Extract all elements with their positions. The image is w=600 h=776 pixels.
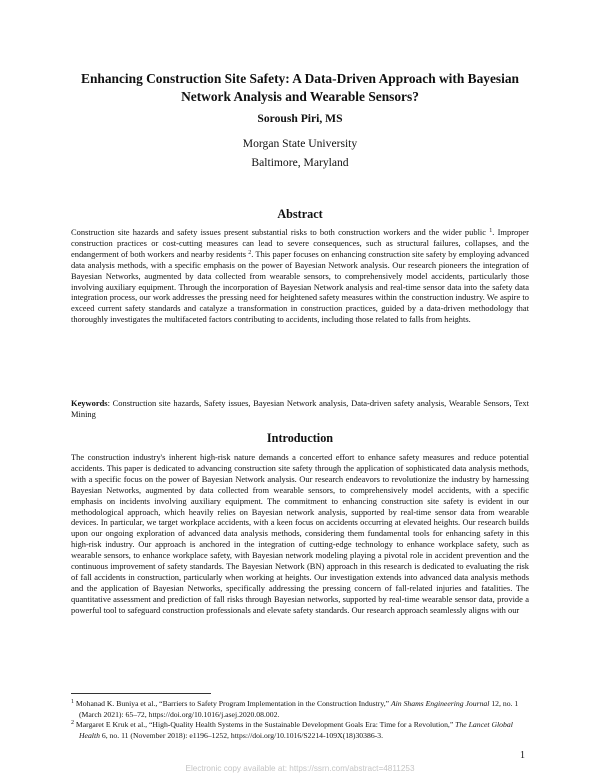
- abstract-text: [71, 227, 529, 325]
- footnotes: [71, 699, 531, 741]
- paper-title: Enhancing Construction Site Safety: A Data-Driven Approach with Bayesian Network Analysis and Wearable Sensors?: [81, 71, 519, 104]
- keywords-label: Keywords: [71, 398, 108, 408]
- author-name: Soroush Piri, MS: [257, 112, 343, 125]
- footnote-divider: [71, 693, 211, 694]
- footnote-1: [71, 699, 531, 720]
- affiliation-university: Morgan State University: [242, 137, 358, 150]
- footnote-ref-2[interactable]: 2: [248, 249, 252, 256]
- abstract-text-part-1: Construction site hazards and safety issues present substantial risks to both construction workers and the wider public: [71, 227, 490, 237]
- ssrn-watermark[interactable]: Electronic copy available at: https://ssrn.com/abstract=4811253: [185, 764, 415, 773]
- keywords-text: : Construction site hazards, Safety issues, Bayesian Network analysis, Data-driven safety analysis, Wearable Sensors, Text Mining: [71, 398, 529, 419]
- introduction-heading: Introduction: [266, 431, 334, 445]
- footnote-2-details[interactable]: 6, no. 11 (November 2018): e1196–1252, https://doi.org/10.1016/S2214-109X(18)30386-3.: [99, 730, 383, 740]
- abstract-text-part-2: . Improper construction practices or cost-cutting measures can lead to severe consequences, such as structural failures, collapses, and the endangerment of both workers and nearby residents: [71, 227, 529, 259]
- abstract-heading: Abstract: [277, 207, 323, 221]
- affiliation-location: Baltimore, Maryland: [251, 156, 349, 169]
- footnote-1-journal: Ain Shams Engineering Journal: [390, 699, 490, 708]
- keywords: [71, 398, 529, 420]
- footnote-1-number: 1: [71, 699, 74, 705]
- footnote-1-details[interactable]: 12, no. 1 (March 2021): 65–72, https://doi.org/10.1016/j.asej.2020.08.002.: [79, 699, 519, 719]
- footnote-2-journal: The Lancet Global Health: [79, 720, 513, 740]
- page-number: 1: [520, 750, 525, 761]
- footnote-2-text: Margaret E Kruk et al., “High-Quality Health Systems in the Sustainable Development Goals Era: Time for a Revolution,”: [74, 720, 456, 729]
- introduction-text: The construction industry's inherent high-risk nature demands a concerted effort to enhance safety measures and reduce potential accidents. This paper is dedicated to advancing construction site safety through the application of sophisticated data analysis methods, with a specific focus on the power of Bayesian Network analysis. Our research endeavors to revolutionize the industry by harnessing Bayesian Networks, augmented by data collected from wearable sensors, to comprehensively model accidents, with a specific emphasis on incidents involving auxiliary equipment. The commitment to enhancing construction site safety is evident in our methodological approach, which heavily relies on Bayesian network analysis, supported by real-time sensor data from wearable devices. In particular, we target workplace accidents, with a keen focus on accidents occurring at elevated heights. Our research builds upon our ongoing exploration of advanced data analysis methods, considering them fundamental tools for enhancing safety in this high-risk industry. Our approach is anchored in the integration of cutting-edge technology to enhance workplace safety, such as wearable sensors, to enhance workplace safety, with Bayesian network modeling playing a pivotal role in accident prevention and the continuous improvement of safety standards. The Bayesian Network (BN) approach in this research is dedicated to evaluating the risk of fall accidents in construction, particularly when working at heights. Our investigation extends into advanced data analysis methods and the application of Bayesian Networks, specifically addressing the pressing concern of fall-related injuries and fatalities. The quantitative assessment and prediction of fall risks through Bayesian networks, supported by real-time wearable sensor data, provide a powerful tool to safeguard construction professionals and elevate safety standards. Our research approach seamlessly aligns with our: [71, 452, 529, 615]
- footnote-2-number: 2: [71, 720, 74, 726]
- abstract-text-part-3: . This paper focuses on enhancing construction site safety by employing advanced data analysis methods, with a specific emphasis on the power of Bayesian Network analysis. Our research pioneers the integration of Bayesian Networks, augmented by data collected from wearable sensors, to comprehensively model accidents, particularly those involving auxiliary equipment. Through the incorporation of Bayesian Network analysis and real-time sensor data into the safety data integration process, our work addresses the pressing need for heightened safety measures within the construction industry. We aspire to exceed current safety standards and catalyze a transformation in construction practices, guided by a data-driven methodology that thoroughly investigates the multifaceted factors contributing to accidents, including those related to falls from heights.: [71, 248, 529, 325]
- footnote-2: [71, 720, 531, 741]
- footnote-ref-1[interactable]: 1: [489, 228, 493, 234]
- footnote-1-text: Mohanad K. Buniya et al., “Barriers to Safety Program Implementation in the Construction Industry,”: [74, 699, 391, 708]
